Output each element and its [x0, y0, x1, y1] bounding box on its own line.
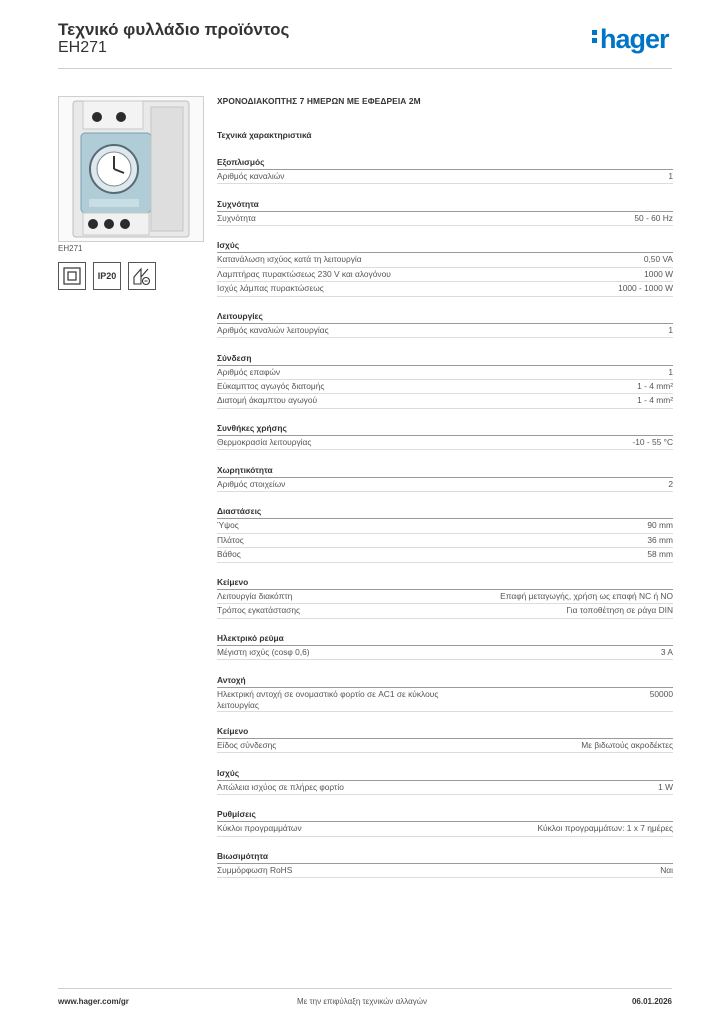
- spec-value: Ναι: [660, 864, 673, 875]
- tech-specs-heading: Τεχνικά χαρακτηριστικά: [217, 130, 312, 140]
- spec-row: [217, 366, 673, 380]
- logo-text: hager: [600, 24, 669, 54]
- spec-row: [217, 170, 673, 184]
- spec-row: [217, 822, 673, 836]
- page-title: Τεχνικό φυλλάδιο προϊόντος: [58, 20, 290, 39]
- spec-label: Αριθμός καναλιών λειτουργίας: [217, 324, 329, 335]
- spec-section: [217, 725, 673, 753]
- spec-value: Επαφή μεταγωγής, χρήση ως επαφή NC ή NO: [500, 590, 673, 601]
- spec-section: [217, 464, 673, 492]
- spec-label: Ισχύς λάμπας πυρακτώσεως: [217, 283, 324, 294]
- spec-value: 1: [668, 324, 673, 335]
- spec-row: [217, 646, 673, 660]
- spec-value: 50 - 60 Hz: [634, 212, 673, 223]
- ip-rating-badge: IP20: [93, 262, 121, 290]
- footer-divider: [58, 988, 672, 989]
- spec-value: 1 - 4 mm²: [637, 380, 673, 391]
- spec-label: Συμμόρφωση RoHS: [217, 864, 293, 875]
- product-title: ΧΡΟΝΟΔΙΑΚΟΠΤΗΣ 7 ΗΜΕΡΩΝ ΜΕ ΕΦΕΔΡΕΙΑ 2Μ: [217, 96, 421, 106]
- spec-value: 1 - 4 mm²: [637, 395, 673, 406]
- spec-label: Λαμπτήρας πυρακτώσεως 230 V και αλογόνου: [217, 268, 391, 279]
- footer-website[interactable]: www.hager.com/gr: [58, 997, 129, 1006]
- spec-value: 90 mm: [647, 520, 673, 531]
- spec-row: [217, 604, 673, 618]
- spec-value: 3 A: [660, 646, 673, 657]
- spec-row: [217, 864, 673, 878]
- spec-label: Κατανάλωση ισχύος κατά τη λειτουργία: [217, 254, 362, 265]
- section-title: Ισχύς: [217, 767, 673, 781]
- spec-label: Λειτουργία διακόπτη: [217, 590, 293, 601]
- logo-mark-icon: [592, 27, 598, 46]
- spec-label: Αριθμός στοιχείων: [217, 478, 286, 489]
- section-title: Ρυθμίσεις: [217, 808, 673, 822]
- spec-section: [217, 850, 673, 878]
- spec-row: [217, 394, 673, 408]
- spec-value: Με βιδωτούς ακροδέκτες: [581, 739, 673, 750]
- spec-section: [217, 632, 673, 660]
- spec-section: [217, 198, 673, 226]
- spec-value: 2: [668, 478, 673, 489]
- spec-section: [217, 767, 673, 795]
- spec-value: 50000: [649, 688, 673, 699]
- spec-label: Αριθμός καναλιών: [217, 171, 285, 181]
- spec-section: [217, 576, 673, 619]
- section-title: Αντοχή: [217, 674, 673, 688]
- footer-date: 06.01.2026: [631, 997, 672, 1006]
- section-title: Κείμενο: [217, 576, 673, 590]
- spec-row: [217, 590, 673, 604]
- spec-value: 36 mm: [647, 534, 673, 545]
- timer-device-icon: [59, 97, 203, 241]
- spec-row: [217, 781, 673, 795]
- spec-row: [217, 548, 673, 562]
- battery-reserve-icon: [128, 262, 156, 290]
- section-title: Ηλεκτρικό ρεύμα: [217, 632, 673, 646]
- spec-label: Είδος σύνδεσης: [217, 739, 277, 750]
- spec-section: [217, 505, 673, 562]
- section-title: Συχνότητα: [217, 198, 673, 212]
- spec-row: [217, 688, 673, 712]
- spec-section: [217, 674, 673, 712]
- spec-section: [217, 808, 673, 836]
- spec-content: [217, 96, 673, 892]
- certification-badges: [58, 262, 156, 290]
- spec-row: [217, 739, 673, 753]
- section-title: Βιωσιμότητα: [217, 850, 673, 864]
- spec-value: Για τοποθέτηση σε ράγα DIN: [566, 605, 673, 616]
- spec-row: [217, 519, 673, 533]
- spec-label: Εύκαμπτος αγωγός διατομής: [217, 380, 325, 391]
- footer-notice: Με την επιφύλαξη τεχνικών αλλαγών: [297, 997, 427, 1006]
- section-title: Σύνδεση: [217, 352, 673, 366]
- spec-row: [217, 380, 673, 394]
- spec-section: [217, 156, 673, 184]
- spec-row: [217, 324, 673, 338]
- spec-value: 1 W: [658, 781, 673, 792]
- section-title: Συνθήκες χρήσης: [217, 422, 673, 436]
- spec-section: [217, 310, 673, 338]
- section-title: Λειτουργίες: [217, 310, 673, 324]
- spec-value: 1000 - 1000 W: [618, 283, 673, 294]
- product-image: [58, 96, 204, 242]
- image-caption: EH271: [58, 244, 83, 253]
- spec-label: Κύκλοι προγραμμάτων: [217, 823, 302, 834]
- spec-label: Ηλεκτρική αντοχή σε ονομαστικό φορτίο σε AC1 σε κύκλους λειτουργίας: [217, 688, 439, 710]
- spec-label: Διατομή άκαμπτου αγωγού: [217, 395, 318, 406]
- spec-label: Θερμοκρασία λειτουργίας: [217, 437, 312, 447]
- header-divider: [58, 68, 672, 69]
- spec-label: Αριθμός επαφών: [217, 366, 281, 377]
- spec-label: Τρόπος εγκατάστασης: [217, 605, 301, 616]
- spec-row: [217, 212, 673, 226]
- spec-value: 1000 W: [644, 268, 673, 279]
- spec-label: Απώλεια ισχύος σε πλήρες φορτίο: [217, 781, 344, 792]
- spec-row: [217, 268, 673, 282]
- product-code: EH271: [58, 39, 107, 56]
- spec-row: [217, 253, 673, 267]
- section-title: Κείμενο: [217, 725, 673, 739]
- spec-value: Κύκλοι προγραμμάτων: 1 x 7 ημέρες: [537, 823, 673, 834]
- spec-label: Ύψος: [217, 520, 239, 531]
- spec-sections: [217, 156, 673, 878]
- spec-row: [217, 436, 673, 450]
- spec-value: 58 mm: [647, 549, 673, 560]
- double-insulation-icon: [58, 262, 86, 290]
- spec-label: Βάθος: [217, 549, 241, 560]
- spec-value: 0,50 VA: [643, 254, 673, 265]
- spec-label: Πλάτος: [217, 534, 244, 545]
- section-title: Διαστάσεις: [217, 505, 673, 519]
- spec-label: Συχνότητα: [217, 212, 256, 223]
- spec-section: [217, 422, 673, 450]
- section-title: Ισχύς: [217, 239, 673, 253]
- section-title: Χωρητικότητα: [217, 464, 673, 478]
- spec-row: [217, 478, 673, 492]
- spec-section: [217, 352, 673, 409]
- spec-label: Μέγιστη ισχύς (cosφ 0,6): [217, 646, 310, 657]
- spec-value: 1: [668, 366, 673, 377]
- spec-section: [217, 239, 673, 296]
- spec-value: 1: [668, 171, 673, 181]
- section-title: Εξοπλισμός: [217, 156, 673, 170]
- hager-logo[interactable]: [592, 26, 669, 53]
- spec-row: [217, 534, 673, 548]
- spec-row: [217, 282, 673, 296]
- spec-value: -10 - 55 °C: [632, 437, 673, 447]
